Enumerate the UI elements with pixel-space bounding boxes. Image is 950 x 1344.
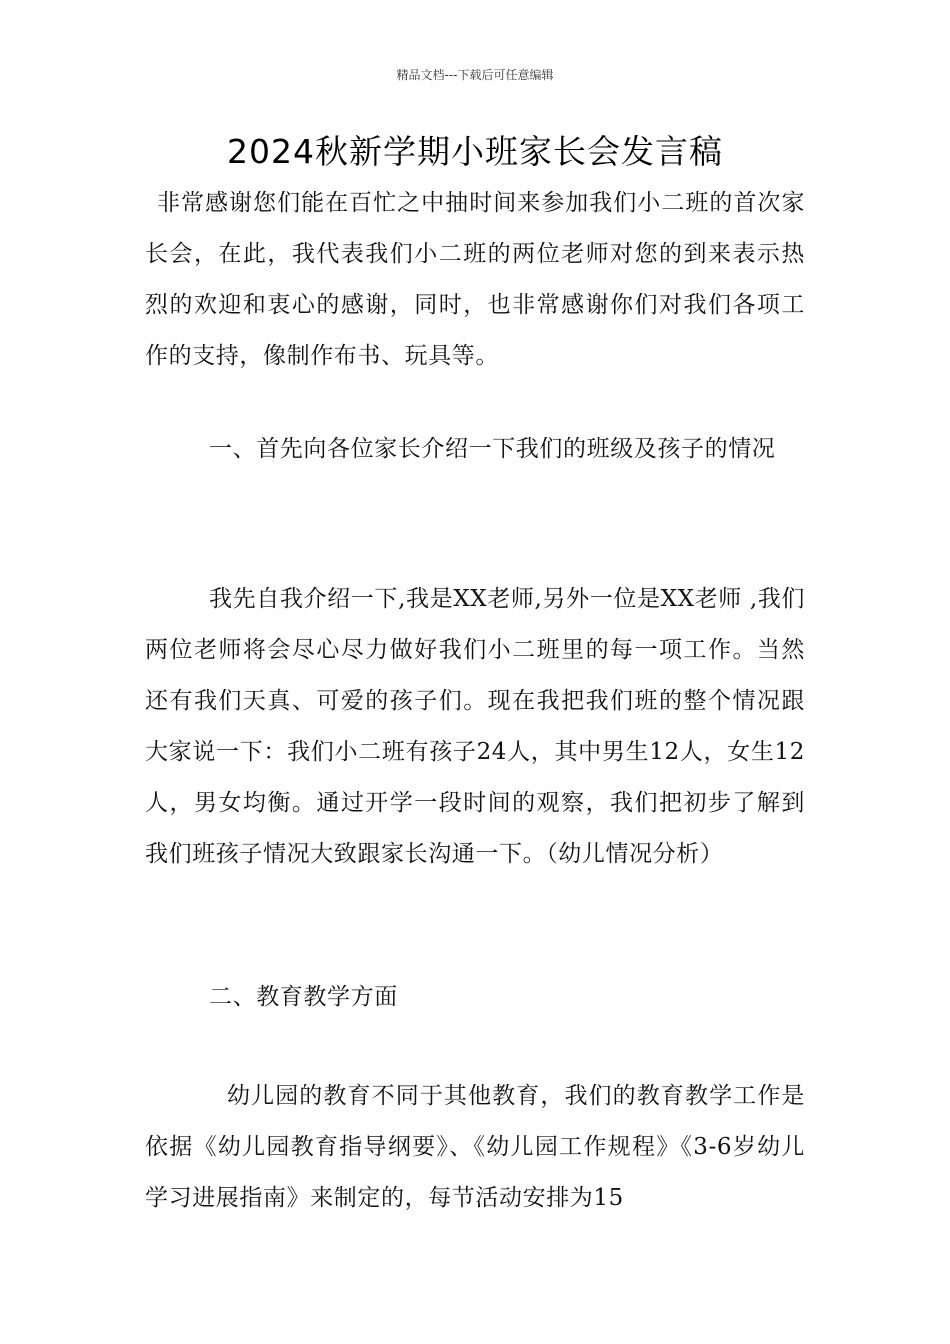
section-2-body: 幼儿园的教育不同于其他教育，我们的教育教学工作是依据《幼儿园教育指导纲要》、《幼儿园工作规程》《3-6岁幼儿学习进展指南》来制定的，每节活动安排为15	[145, 1083, 805, 1211]
section-1-heading: 一、首先向各位家长介绍一下我们的班级及孩子的情况	[209, 436, 776, 462]
page-header-note: 精品文档---下载后可任意编辑	[396, 68, 554, 82]
section-1-body: 我先自我介绍一下,我是XX老师,另外一位是XX老师 ,我们两位老师将会尽心尽力做好我们小二班里的每一项工作。当然还有我们天真、可爱的孩子们。现在我把我们班的整个情况跟大家说一下：我们小二班有孩子24人，其中男生12人，女生12人，男女均衡。通过开学一段时间的观察，我们把初步了解到我们班孩子情况大致跟家长沟通一下。（幼儿情况分析）	[145, 586, 805, 867]
document-title: 2024秋新学期小班家长会发言稿	[227, 132, 723, 171]
section-2-heading: 二、教育教学方面	[209, 984, 398, 1010]
intro-paragraph: 非常感谢您们能在百忙之中抽时间来参加我们小二班的首次家长会，在此，我代表我们小二班的两位老师对您的到来表示热烈的欢迎和衷心的感谢，同时，也非常感谢你们对我们各项工作的支持，像制作布书、玩具等。	[145, 190, 805, 369]
